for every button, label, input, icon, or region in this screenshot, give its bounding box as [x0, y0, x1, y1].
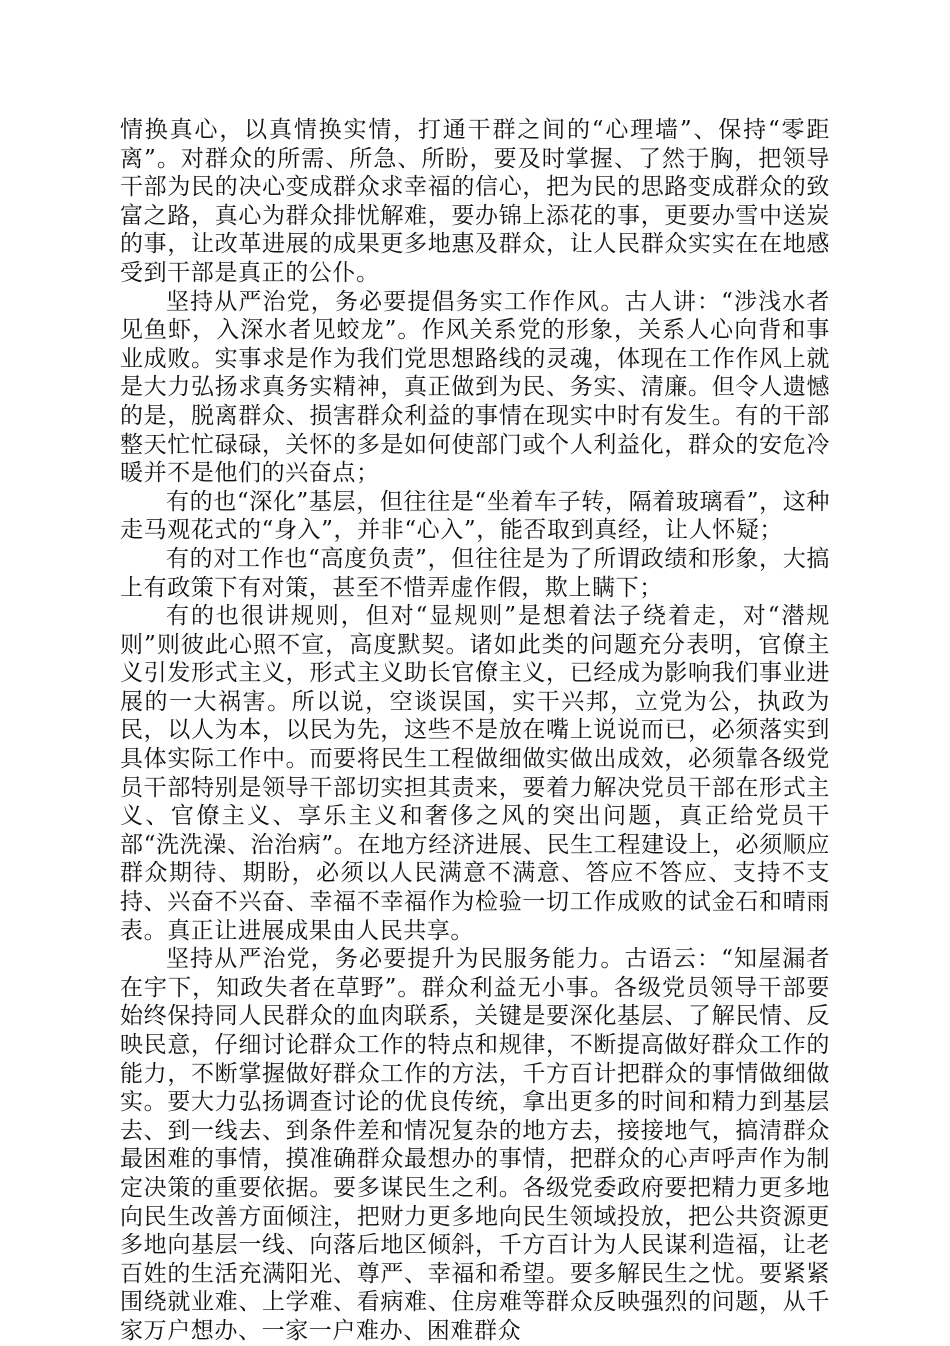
paragraph-responsibility: 有的对工作也“高度负责”，但往往是为了所谓政绩和形象，大搞上有政策下有对策，甚至不惜弄虚作假，欺上瞒下； [120, 545, 830, 601]
document-body [120, 116, 830, 1346]
paragraph-continuation: 情换真心，以真情换实情，打通干群之间的“心理墙”、保持“零距离”。对群众的所需、所急、所盼，要及时掌握、了然于胸，把领导干部为民的决心变成群众求幸福的信心，把为民的思路变成群众的致富之路，真心为群众排忧解难，要办锦上添花的事，更要办雪中送炭的事，让改革进展的成果更多地惠及群众，让人民群众实实在在地感受到干部是真正的公仆。 [120, 117, 830, 286]
paragraph-service-ability: 坚持从严治党，务必要提升为民服务能力。古语云：“知屋漏者在宇下，知政失者在草野”。群众利益无小事。各级党员领导干部要始终保持同人民群众的血肉联系，关键是要深化基层、了解民情、反映民意，仔细讨论群众工作的特点和规律，不断提高做好群众工作的能力，不断掌握做好群众工作的方法，千方百计把群众的事情做细做实。要大力弘扬调查讨论的优良传统，拿出更多的时间和精力到基层去、到一线去、到条件差和情况复杂的地方去，接接地气，搞清群众最困难的事情，摸准确群众最想办的事情，把群众的心声呼声作为制定决策的重要依据。要多谋民生之利。各级党委政府要把精力更多地向民生改善方面倾注，把财力更多地向民生领域投放，把公共资源更多地向基层一线、向落后地区倾斜，千方百计为人民谋利造福，让老百姓的生活充满阳光、尊严、幸福和希望。要多解民生之忧。要紧紧围绕就业难、上学难、看病难、住房难等群众反映强烈的问题，从千家万户想办、一家一户难办、困难群众 [120, 946, 830, 1344]
paragraph-rules: 有的也很讲规则，但对“显规则”是想着法子绕着走，对“潜规则”则彼此心照不宣，高度默契。诸如此类的问题充分表明，官僚主义引发形式主义，形式主义助长官僚主义，已经成为影响我们事业进展的一大祸害。所以说，空谈误国，实干兴邦，立党为公，执政为民，以人为本，以民为先，这些不是放在嘴上说说而已，必须落实到具体实际工作中。而要将民生工程做细做实做出成效，必须靠各级党员干部特别是领导干部切实担其责来，要着力解决党员干部在形式主义、官僚主义、享乐主义和奢侈之风的突出问题，真正给党员干部“洗洗澡、治治病”。在地方经济进展、民生工程建设上，必须顺应群众期待、期盼，必须以人民满意不满意、答应不答应、支持不支持、兴奋不兴奋、幸福不幸福作为检验一切工作成败的试金石和晴雨表。真正让进展成果由人民共享。 [120, 603, 830, 944]
paragraph-grassroots: 有的也“深化”基层，但往往是“坐着车子转，隔着玻璃看”，这种走马观花式的“身入”，并非“心入”，能否取到真经，让人怀疑； [120, 488, 830, 544]
paragraph-work-style: 坚持从严治党，务必要提倡务实工作作风。古人讲：“涉浅水者见鱼虾，入深水者见蛟龙”。作风关系党的形象，关系人心向背和事业成败。实事求是作为我们党思想路线的灵魂，体现在工作作风上就是大力弘扬求真务实精神，真正做到为民、务实、清廉。但令人遗憾的是，脱离群众、损害群众利益的事情在现实中时有发生。有的干部整天忙忙碌碌，关怀的多是如何使部门或个人利益化，群众的安危冷暖并不是他们的兴奋点； [120, 288, 830, 487]
